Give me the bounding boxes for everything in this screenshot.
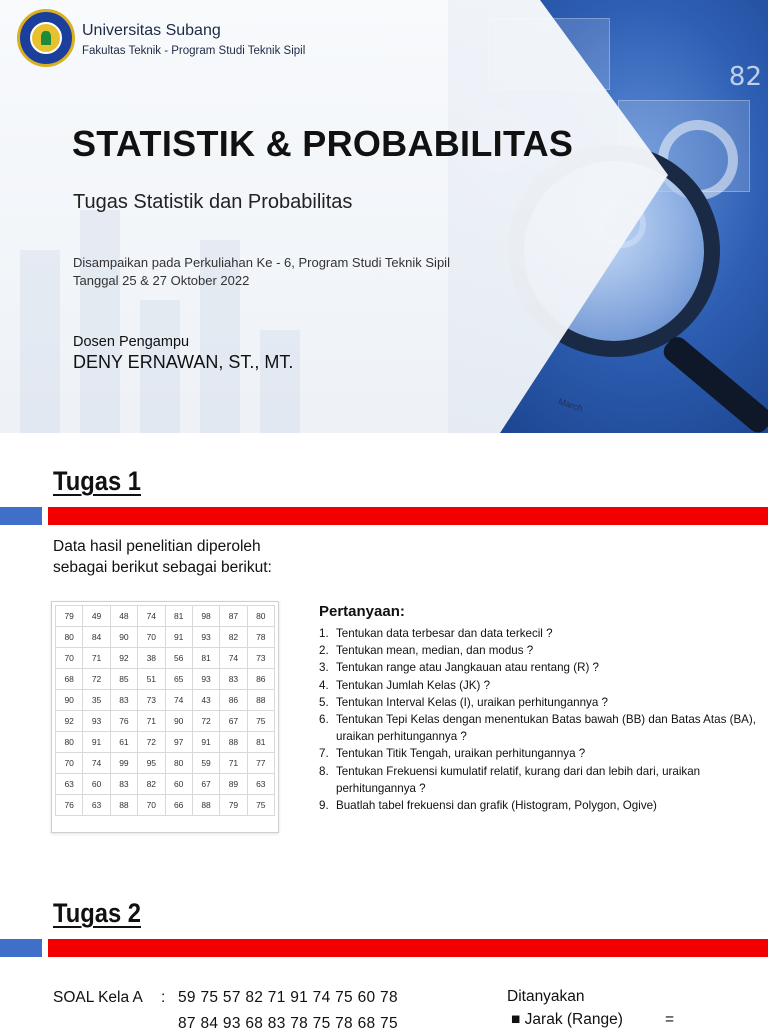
table-cell: 63	[83, 795, 110, 816]
question-number: 4.	[319, 678, 329, 692]
table-cell: 71	[138, 711, 165, 732]
table-cell: 71	[83, 648, 110, 669]
table-cell: 84	[83, 627, 110, 648]
tugas1-intro	[53, 536, 272, 578]
table-cell: 71	[220, 753, 247, 774]
table-cell: 98	[192, 606, 219, 627]
table-cell: 93	[192, 627, 219, 648]
delivery-info: Disampaikan pada Perkuliahan Ke - 6, Program Studi Teknik Sipil	[73, 255, 450, 270]
table-cell: 91	[165, 627, 192, 648]
question-item	[319, 797, 759, 814]
table-row	[56, 648, 275, 669]
table-cell: 95	[138, 753, 165, 774]
table-cell: 79	[220, 795, 247, 816]
table-cell: 66	[165, 795, 192, 816]
tugas2-red-bar	[48, 939, 768, 957]
table-cell: 70	[56, 753, 83, 774]
table-cell: 90	[56, 690, 83, 711]
table-row	[56, 669, 275, 690]
table-cell: 76	[110, 711, 137, 732]
table-cell: 80	[165, 753, 192, 774]
table-cell: 83	[110, 690, 137, 711]
table-cell: 86	[247, 669, 274, 690]
table-cell: 48	[110, 606, 137, 627]
table-cell: 56	[165, 648, 192, 669]
table-cell: 81	[247, 732, 274, 753]
table-cell: 93	[83, 711, 110, 732]
table-cell: 90	[165, 711, 192, 732]
question-text: Tentukan Frekuensi kumulatif relatif, kurang dari dan lebih dari, uraikan perhitungannya ?	[336, 764, 701, 795]
table-cell: 51	[138, 669, 165, 690]
question-text: Tentukan mean, median, dan modus ?	[336, 644, 534, 658]
tugas1-blue-tab	[0, 507, 42, 525]
title-slide	[0, 0, 768, 433]
intro-line-1: Data hasil penelitian diperoleh	[53, 538, 261, 555]
asked-item-label: Jarak (Range)	[524, 1011, 623, 1028]
question-item	[319, 763, 759, 797]
university-name: Universitas Subang	[82, 22, 221, 39]
question-text: Tentukan data terbesar dan data terkecil ?	[336, 627, 553, 640]
table-cell: 75	[247, 795, 274, 816]
table-cell: 85	[110, 669, 137, 690]
table-cell: 88	[220, 732, 247, 753]
table-cell: 74	[83, 753, 110, 774]
delivery-date: Tanggal 25 & 27 Oktober 2022	[73, 273, 250, 288]
table-cell: 87	[220, 606, 247, 627]
tugas1-title: Tugas 1	[53, 466, 142, 496]
lecturer-name: DENY ERNAWAN, ST., MT.	[73, 352, 294, 372]
table-cell: 74	[165, 690, 192, 711]
table-cell: 61	[110, 732, 137, 753]
table-cell: 70	[138, 795, 165, 816]
table-cell: 92	[110, 648, 137, 669]
table-row	[56, 690, 275, 711]
asked-label: Ditanyakan	[507, 988, 585, 1005]
table-row	[56, 774, 275, 795]
table-cell: 72	[192, 711, 219, 732]
table-cell: 91	[192, 732, 219, 753]
table-row	[56, 753, 275, 774]
soal-colon: :	[161, 989, 166, 1006]
question-number: 9.	[319, 799, 329, 813]
table-cell: 79	[56, 606, 83, 627]
table-cell: 60	[165, 774, 192, 795]
table-cell: 43	[192, 690, 219, 711]
slide-title: STATISTIK & PROBABILITAS	[72, 123, 574, 164]
table-cell: 70	[138, 627, 165, 648]
tugas2-title: Tugas 2	[53, 898, 142, 928]
table-cell: 83	[220, 669, 247, 690]
question-text: Tentukan Jumlah Kelas (JK) ?	[336, 678, 491, 692]
table-cell: 60	[83, 774, 110, 795]
faculty-name: Fakultas Teknik - Program Studi Teknik Sipil	[82, 45, 306, 57]
table-cell: 83	[110, 774, 137, 795]
table-cell: 73	[138, 690, 165, 711]
questions-list	[319, 625, 759, 814]
table-cell: 59	[192, 753, 219, 774]
question-number: 3.	[319, 661, 329, 675]
table-cell: 49	[83, 606, 110, 627]
tugas2-blue-tab	[0, 939, 42, 957]
table-cell: 67	[220, 711, 247, 732]
table-row	[56, 732, 275, 753]
table-cell: 63	[247, 774, 274, 795]
soal-values-line-2: 87 84 93 68 83 78 75 78 68 75	[178, 1015, 398, 1032]
table-cell: 74	[138, 606, 165, 627]
question-number: 1.	[319, 627, 329, 640]
table-cell: 90	[110, 627, 137, 648]
table-cell: 86	[220, 690, 247, 711]
question-item	[319, 745, 759, 762]
table-row	[56, 711, 275, 732]
questions-title: Pertanyaan:	[319, 603, 405, 620]
table-cell: 68	[56, 669, 83, 690]
question-item	[319, 642, 759, 659]
table-cell: 88	[110, 795, 137, 816]
asked-item: ■ Jarak (Range)	[511, 1011, 623, 1028]
table-cell: 80	[56, 732, 83, 753]
table-cell: 93	[192, 669, 219, 690]
question-item	[319, 694, 759, 711]
question-number: 6.	[319, 713, 329, 727]
table-cell: 35	[83, 690, 110, 711]
question-number: 8.	[319, 764, 329, 778]
table-cell: 78	[247, 627, 274, 648]
table-cell: 97	[165, 732, 192, 753]
question-item	[319, 711, 759, 745]
table-cell: 89	[220, 774, 247, 795]
soal-values-line-1: 59 75 57 82 71 91 74 75 60 78	[178, 989, 398, 1006]
table-cell: 82	[220, 627, 247, 648]
table-cell: 80	[56, 627, 83, 648]
question-text: Tentukan Interval Kelas (I), uraikan perhitungannya ?	[336, 695, 608, 709]
table-row	[56, 627, 275, 648]
table-cell: 88	[192, 795, 219, 816]
question-text: Tentukan range atau Jangkauan atau rentang (R) ?	[336, 661, 599, 675]
intro-line-2: sebagai berikut sebagai berikut:	[53, 559, 272, 576]
table-cell: 67	[192, 774, 219, 795]
table-cell: 77	[247, 753, 274, 774]
table-cell: 91	[83, 732, 110, 753]
research-data-table	[51, 601, 279, 833]
asked-equals: =	[665, 1011, 675, 1028]
table-cell: 81	[192, 648, 219, 669]
table-cell: 38	[138, 648, 165, 669]
slide-subtitle: Tugas Statistik dan Probabilitas	[73, 191, 353, 213]
table-cell: 75	[247, 711, 274, 732]
soal-label: SOAL Kela A	[53, 989, 143, 1006]
question-text: Tentukan Titik Tengah, uraikan perhitungannya ?	[336, 747, 586, 761]
question-number: 2.	[319, 644, 329, 658]
table-cell: 72	[83, 669, 110, 690]
question-text: Buatlah tabel frekuensi dan grafik (Histogram, Polygon, Ogive)	[336, 799, 657, 813]
table-cell: 81	[165, 606, 192, 627]
table-cell: 76	[56, 795, 83, 816]
question-number: 5.	[319, 695, 329, 709]
table-cell: 74	[220, 648, 247, 669]
table-cell: 73	[247, 648, 274, 669]
background-month-label: March	[557, 396, 584, 414]
background-number: 82	[728, 62, 762, 92]
table-cell: 99	[110, 753, 137, 774]
tugas1-red-bar	[48, 507, 768, 525]
table-cell: 70	[56, 648, 83, 669]
table-cell: 65	[165, 669, 192, 690]
table-cell: 88	[247, 690, 274, 711]
table-cell: 92	[56, 711, 83, 732]
table-cell: 63	[56, 774, 83, 795]
question-text: Tentukan Tepi Kelas dengan menentukan Batas bawah (BB) dan Batas Atas (BA), uraikan perhitungannya ?	[336, 713, 756, 744]
lecturer-label: Dosen Pengampu	[73, 334, 190, 350]
table-row	[56, 606, 275, 627]
table-cell: 72	[138, 732, 165, 753]
question-item	[319, 677, 759, 694]
question-item	[319, 625, 759, 642]
question-item	[319, 659, 759, 676]
table-cell: 80	[247, 606, 274, 627]
question-number: 7.	[319, 747, 329, 761]
table-cell: 82	[138, 774, 165, 795]
university-logo	[17, 9, 75, 67]
table-row	[56, 795, 275, 816]
